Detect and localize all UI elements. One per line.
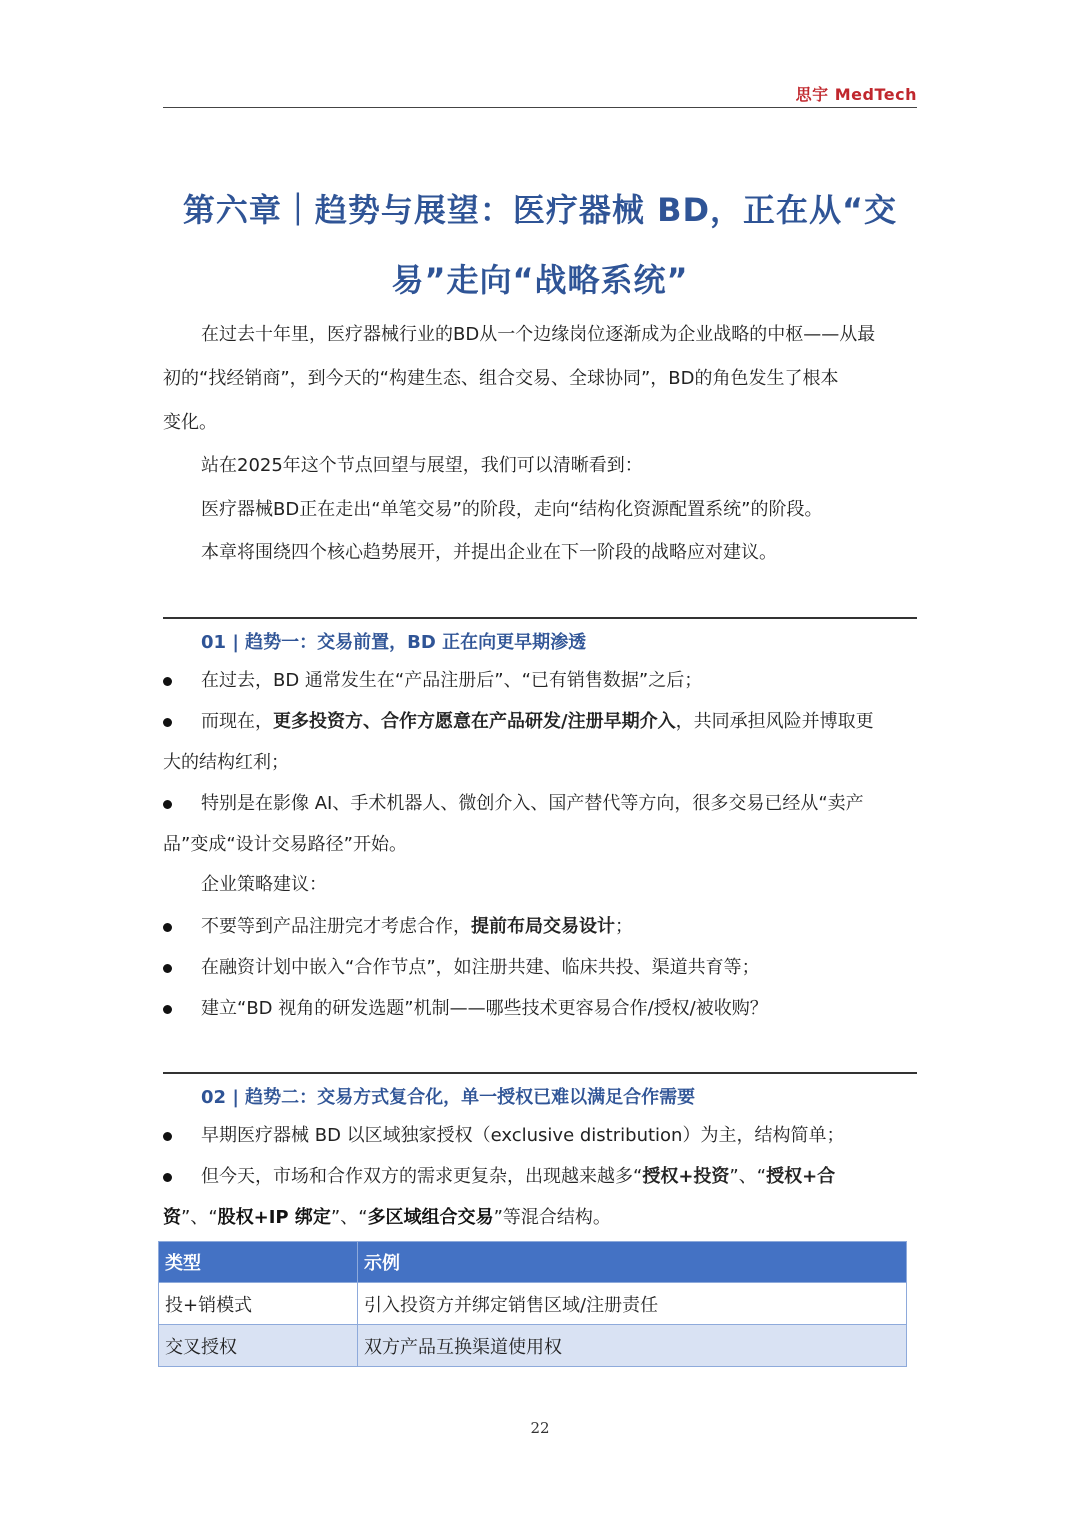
table-header-row <box>159 1242 907 1283</box>
section-1-heading: 01 | 趋势一：交易前置，BD 正在向更早期渗透 <box>201 632 587 653</box>
advice-bullet-3 <box>163 998 917 1020</box>
bullet-text: 在融资计划中嵌入“合作节点”，如注册共建、临床共投、渠道共育等； <box>201 957 760 978</box>
table-cell-type: 交叉授权 <box>159 1325 358 1367</box>
section-1-bullet-2 <box>163 711 917 733</box>
section-1-bullet-3 <box>163 793 917 815</box>
bullet-text: 特别是在影像 AI、手术机器人、微创介入、国产替代等方向，很多交易已经从“卖产 <box>201 793 864 814</box>
intro-paragraph-3: 医疗器械BD正在走出“单笔交易”的阶段，走向“结构化资源配置系统”的阶段。 <box>201 499 823 520</box>
advice-bullet-2 <box>163 957 917 979</box>
bold-emphasis: 资 <box>163 1207 181 1228</box>
bullet-icon <box>163 1005 172 1014</box>
header-divider <box>163 107 917 108</box>
bullet-icon <box>163 800 172 809</box>
section-1-bullet-2-continuation: 大的结构红利； <box>163 752 289 773</box>
structure-table <box>158 1241 907 1367</box>
section-1-divider <box>163 617 917 619</box>
table-cell-example: 引入投资方并绑定销售区域/注册责任 <box>358 1283 907 1325</box>
bullet-text: 不要等到产品注册完才考虑合作，提前布局交易设计； <box>201 916 633 937</box>
bullet-icon <box>163 923 172 932</box>
bullet-text: 早期医疗器械 BD 以区域独家授权（exclusive distribution）为主，结构简单； <box>201 1125 845 1146</box>
intro-paragraph-1-line-2: 初的“找经销商”，到今天的“构建生态、组合交易、全球协同”，BD的角色发生了根本 <box>163 368 839 389</box>
section-2-bullet-1 <box>163 1125 917 1147</box>
intro-paragraph-1-line-1: 在过去十年里，医疗器械行业的BD从一个边缘岗位逐渐成为企业战略的中枢——从最 <box>201 324 876 345</box>
bullet-text: 建立“BD 视角的研发选题”机制——哪些技术更容易合作/授权/被收购？ <box>201 998 768 1019</box>
brand-logo-text: 思宇 MedTech <box>795 85 917 104</box>
section-2-divider <box>163 1072 917 1074</box>
chapter-title-line1: 第六章｜趋势与展望：医疗器械 BD，正在从“交 <box>182 191 898 229</box>
table-header-example: 示例 <box>358 1242 907 1283</box>
table-cell-type: 投+销模式 <box>159 1283 358 1325</box>
bullet-icon <box>163 1173 172 1182</box>
advice-bullet-1 <box>163 916 917 938</box>
section-1-bullet-1 <box>163 670 917 692</box>
bullet-text: 但今天，市场和合作双方的需求更复杂，出现越来越多“授权+投资”、“授权+合 <box>201 1166 836 1187</box>
bold-emphasis: 股权+IP 绑定 <box>217 1207 331 1228</box>
bold-emphasis: 授权+合 <box>766 1166 836 1187</box>
page-number: 22 <box>530 1419 550 1437</box>
section-2-bullet-2 <box>163 1166 917 1188</box>
bold-emphasis: 多区域组合交易 <box>367 1207 494 1228</box>
bold-emphasis: 授权+投资 <box>642 1166 730 1187</box>
table-header-type: 类型 <box>159 1242 358 1283</box>
chapter-title-line2: 易”走向“战略系统” <box>391 261 689 299</box>
section-2-heading: 02 | 趋势二：交易方式复合化，单一授权已难以满足合作需要 <box>201 1087 696 1108</box>
section-2-bullet-2-continuation: 资”、“股权+IP 绑定”、“多区域组合交易”等混合结构。 <box>163 1207 611 1228</box>
section-1-bullet-3-continuation: 品”变成“设计交易路径”开始。 <box>163 834 407 855</box>
advice-label: 企业策略建议： <box>201 874 327 895</box>
bullet-text: 而现在，更多投资方、合作方愿意在产品研发/注册早期介入，共同承担风险并博取更 <box>201 711 874 732</box>
intro-paragraph-1-line-3: 变化。 <box>163 412 217 433</box>
table-row <box>159 1283 907 1325</box>
bold-emphasis: 更多投资方、合作方愿意在产品研发/注册早期介入 <box>273 711 676 732</box>
bullet-icon <box>163 964 172 973</box>
intro-paragraph-2: 站在2025年这个节点回望与展望，我们可以清晰看到： <box>201 455 643 476</box>
intro-paragraph-4: 本章将围绕四个核心趋势展开，并提出企业在下一阶段的战略应对建议。 <box>201 542 777 563</box>
bullet-icon <box>163 718 172 727</box>
table-cell-example: 双方产品互换渠道使用权 <box>358 1325 907 1367</box>
bullet-text: 在过去，BD 通常发生在“产品注册后”、“已有销售数据”之后； <box>201 670 703 691</box>
bullet-icon <box>163 677 172 686</box>
table-row <box>159 1325 907 1367</box>
bold-emphasis: 提前布局交易设计 <box>471 916 615 937</box>
bullet-icon <box>163 1132 172 1141</box>
